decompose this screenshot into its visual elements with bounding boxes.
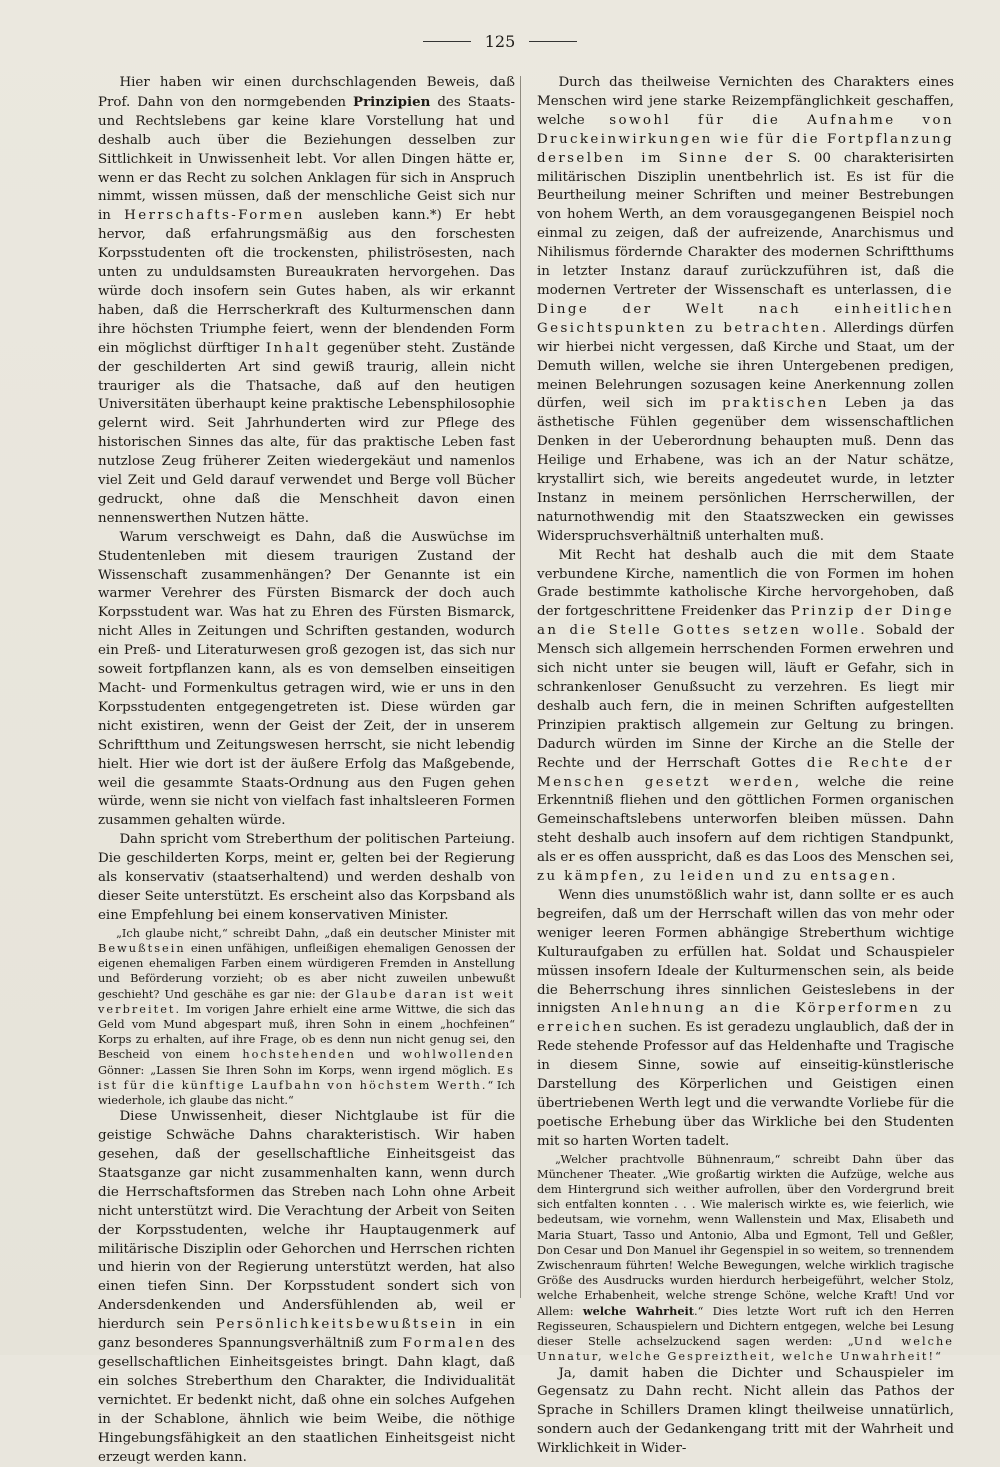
- text-run: S. 00 charakterisirten militärischen Disziplin unentbehrlich ist. Es ist für die Beurtheilung meiner Schriften und meiner Bestrebungen von hohem Werth, an dem vorausgegangenen Beispiel noch einmal zu zeigen, daß der aufreizende, Anarchismus und Nihilismus fördernde Charakter des modernen Schriftthums in letzter Instanz darauf zurückzuführen ist, daß die modernen Vertreter der Wissenschaft es unterlassen,: [537, 150, 954, 298]
- paragraph: [98, 831, 515, 926]
- text-run: einen unfähigen, unfleißigen ehemaligen Genossen der eigenen ehemaligen Farben einem würdigeren Fremden in Anstellung und Beförderung vorzieht; ob es aber nicht zuweilen unbewußt geschieht? Und geschähe es gar nie: der: [98, 941, 515, 1001]
- text-run: Hier haben wir einen durchschlagenden Beweis, daß Prof. Dahn von den normgebenden: [98, 75, 515, 110]
- text-run: des gesellschaftlichen Einheitsgeistes bringt. Dahn klagt, daß ein solches Streberthum den Charakter, die Individualität vernichtet. Er bedenkt nicht, daß ohne ein solches Aufgehen in der Schablone, ähnlich wie beim Weibe, die nöthige Hingebungsfähigkeit an den staatlichen Einheitsgeist nicht erzeugt werden kann.: [98, 1336, 515, 1465]
- spaced-emphasis-text: Bewußtsein: [98, 941, 186, 955]
- text-run: Diese Unwissenheit, dieser Nichtglaube ist für die geistige Schwäche Dahns charakteristisch. Wir haben gesehen, daß der gesellschaftliche Einheitsgeist das Staatsganze gar nicht zusammenhalten kann, wenn durch die Herrschaftsformen das Streben nach Lohn ohne Arbeit nicht unterstützt wird. Die Verachtung der Arbeit von Seiten der Korpsstudenten, welche ihr Hauptaugenmerk auf militärische Disziplin oder Gehorchen und Herrschen richten und hierin von der Regierung unterstützt werden, hat also einen tiefen Sinn. Der Korpsstudent sondert sich von Andersdenkenden und Andersfühlenden ab, weil er hierdurch sein: [98, 1109, 515, 1333]
- spaced-emphasis-text: Prinzip der Dinge an die Stelle Gottes setzen wolle.: [537, 604, 955, 639]
- spaced-emphasis-text: Und welche Unnatur, welche Gespreiztheit, welche Unwahrheit!: [537, 1335, 954, 1364]
- header-rule-left: [423, 41, 471, 42]
- text-run: „Ich glaube nicht,“ schreibt Dahn, „daß ein deutscher Minister mit: [116, 926, 515, 940]
- spaced-emphasis-text: sowohl für die Aufnahme von Druckeinwirkungen wie für die Fortpflanzung derselben im Sinne der: [537, 112, 954, 166]
- text-run: Mit Recht hat deshalb auch die mit dem Staate verbundene Kirche, namentlich die von Formen im hohen Grade bestimmte katholische Kirche hervorgehoben, daß der fortgeschrittene Freidenker das: [537, 547, 954, 620]
- header-rule-right: [529, 41, 577, 42]
- spaced-emphasis-text: die Rechte der Menschen gesetzt werden,: [537, 755, 954, 790]
- text-run: “ Ich wiederhole, ich glaube das nicht.“: [98, 1078, 515, 1108]
- spaced-emphasis-text: die Dinge der Welt nach einheitlichen Gesichtspunkten zu betrachten.: [537, 282, 954, 336]
- text-run: Allerdings dürfen wir hierbei nicht vergessen, daß Kirche und Staat, um der Demuth willen, welche sie ihren Untergebenen predigen, meinen Belehrungen sozusagen keine Anerkennung zollen dürfen, weil sich im: [537, 320, 954, 412]
- paragraph: [537, 74, 954, 547]
- text-run: Wenn dies unumstößlich wahr ist, dann sollte er es auch begreifen, daß um der Herrschaft willen das von mehr oder weniger leeren Formen abhängige Streberthum wichtige Kulturaufgaben zu erfüllen hat. Soldat und Schauspieler müssen insofern Ideale der Kulturmenschen sein, als beide die Beherrschung ihres sinnlichen Geisteslebens in der innigsten: [537, 887, 954, 1017]
- text-run: Gönner: „Lassen Sie Ihren Sohn im Korps, wenn irgend möglich.: [98, 1063, 497, 1077]
- text-run: in ein ganz besonderes Spannungsverhältniß zum: [98, 1317, 515, 1352]
- text-run: Durch das theilweise Vernichten des Charakters eines Menschen wird jene starke Reizempfänglichkeit geschaffen, welche: [537, 75, 954, 128]
- paragraph: [537, 1365, 954, 1460]
- text-run: Sobald der Mensch sich allgemein herrschenden Formen erwehren und sich nicht unter sie beugen will, läuft er Gefahr, sich in schrankenloser Genußsucht zu verzehren. Es liegt mir deshalb auch fern, die in meinen Schriften aufgestellten Prinzipien praktisch allgemein zur Geltung zu bringen. Dadurch würden im Sinne der Kirche an die Stelle der Rechte und der Herrschaft Gottes: [537, 623, 954, 771]
- spaced-emphasis-text: praktischen: [722, 396, 829, 412]
- paragraph: [537, 547, 954, 887]
- page-number: 125: [484, 32, 516, 51]
- text-run: „Welcher prachtvolle Bühnenraum,“ schreibt Dahn über das Münchener Theater. „Wie großartig wirkten die Aufzüge, welche aus dem Hintergrund sich weither aufrollen, über den Vordergrund breit sich entfalten konnten . . . Wie malerisch wirkte es, wie feierlich, wie bedeutsam, wie vornehm, wenn Wallenstein und Max, Elisabeth und Maria Stuart, Tasso und Antonio, Alba und Egmont, Tell und Geßler, Don Cesar und Don Manuel ihr Gegenspiel in so weitem, so trennendem Zwischenraum führten! Welche Bewegungen, welche wirklich tragische Größe des Ausdrucks wurden hierdurch herbeigeführt, welcher Stolz, welche Erhabenheit, welche strenge Schöne, welche Kraft! Und vor Allem:: [537, 1152, 954, 1318]
- spaced-emphasis-text: Persönlichkeitsbewußtsein: [215, 1317, 459, 1333]
- text-run: Leben ja das ästhetische Fühlen gegenüber dem wissenschaftlichen Denken in der Ueberordnung behaupten muß. Denn das Heilige und Erhabene, was ich an der Natur schätze, krystallirt sich, wie bereits angedeutet wurde, in letzter Instanz in meinem persönlichen Herrscherwillen, der naturnothwendig mit den Staatszwecken ein gewisses Widerspruchsverhältniß unterhalten muß.: [537, 396, 954, 544]
- text-run: Im vorigen Jahre erhielt eine arme Wittwe, die sich das Geld vom Mund abgespart muß, ihren Sohn in einem „hochfeinen“ Korps zu erhalten, auf ihre Frage, ob es denn nun nicht genug sei, den Bescheid von einem: [98, 1002, 515, 1062]
- text-run: des Staats- und Rechtslebens gar keine klare Vorstellung hat und deshalb auch über die Beziehungen desselben zur Sittlichkeit in Unwissenheit lebt. Vor allen Dingen hätte er, wenn er das Recht zu solchen Anklagen für sich in Anspruch nimmt, wissen müssen, daß der menschliche Geist sich nur in: [98, 94, 515, 224]
- paragraph: [98, 529, 515, 832]
- left-column: [98, 74, 515, 1467]
- text-run: Ja, damit haben die Dichter und Schauspieler im Gegensatz zu Dahn recht. Nicht allein das Pathos der Sprache in Schillers Dramen klingt theilweise unnatürlich, sondern auch der Gedankengang tritt mit der Wahrheit und Wirklichkeit in Wider-: [537, 1365, 954, 1457]
- spaced-emphasis-text: wohlwollenden: [402, 1048, 515, 1062]
- spaced-emphasis-text: Anlehnung an die Körperformen zu erreichen: [537, 1001, 955, 1036]
- paragraph: [98, 74, 515, 529]
- right-column: [537, 74, 954, 1459]
- spaced-emphasis-text: zu kämpfen, zu leiden und zu entsagen.: [537, 869, 898, 885]
- spaced-emphasis-text: Herrschafts-Formen: [124, 208, 305, 224]
- page-header: [0, 32, 1000, 51]
- text-run: “: [935, 1350, 941, 1364]
- column-divider: [520, 76, 521, 1298]
- bold-text: Prinzipien: [353, 93, 431, 110]
- text-run: .“ Dies letzte Wort ruft ich den Herren Regisseuren, Schauspielern und Dichtern entgegen, welche bei Lesung dieser Stelle achselzuckend sagen werden: „: [537, 1304, 954, 1349]
- paragraph: [98, 1108, 515, 1467]
- text-run: gegenüber steht. Zustände der geschilderten Art sind gewiß traurig, allein nicht trauriger als die Thatsache, daß auf den heutigen Universitäten überhaupt keine praktische Lebensphilosophie gelernt wird. Seit Jahrhunderten wird zur Pflege des historischen Sinnes das alte, für das praktische Leben fast nutzlose Zeug früherer Zeiten wiedergekäut und namenlos viel Zeit und Geld darauf verwendet und Berge voll Bücher gedruckt, ohne daß die Menschheit davon einen nennenswerthen Nutzen hätte.: [98, 340, 515, 526]
- spaced-emphasis-text: Inhalt: [265, 340, 321, 356]
- spaced-emphasis-text: Es ist für die künftige Laufbahn von höchstem Werth.: [98, 1063, 515, 1092]
- paragraph: [537, 887, 954, 1152]
- text-run: Warum verschweigt es Dahn, daß die Auswüchse im Studentenleben mit diesem traurigen Zustand der Wissenschaft zusammenhängen? Der Genannte ist ein warmer Verehrer des Fürsten Bismarck der doch auch Korpsstudent war. Was hat zu Ehren des Fürsten Bismarck, nicht Alles in Zeitungen und Schriften gestanden, wodurch ein Preß- und Literaturwesen groß gezogen ist, das sich nur soweit fortpflanzen kann, als es von demselben einseitigen Macht- und Formenkultus getragen wird, wie er uns in den Korpsstudenten entgegengetreten ist. Diese würden gar nicht existiren, wenn der Geist der Zeit, der in unserem Schriftthum und Zeitungswesen herrscht, sie nicht lebendig hielt. Hier wie dort ist der äußere Erfolg das Maßgebende, weil die gesammte Staats-Ordnung aus den Fugen gehen würde, wenn sie nicht von vielfach fast inhaltsleeren Formen zusammen gehalten würde.: [98, 529, 515, 829]
- spaced-emphasis-text: Glaube daran ist weit verbreitet.: [98, 987, 515, 1016]
- spaced-emphasis-text: Formalen: [402, 1336, 487, 1352]
- text-run: ausleben kann.*) Er hebt hervor, daß erfahrungsmäßig aus den forschesten Korpsstudenten oft die trockensten, philiströsesten, nach unten zu unduldsamsten Bureaukraten hervorgehen. Das würde doch insofern sein Gutes haben, als wir erkannt haben, daß die Herrscherkraft des Kulturmenschen dann ihre höchsten Triumphe feiert, wenn der blendenden Form ein möglichst dürftiger: [98, 208, 515, 356]
- bold-text: welche Wahrheit: [582, 1303, 695, 1318]
- quoted-paragraph: [537, 1152, 954, 1365]
- text-run: welche die reine Erkenntniß fliehen und den göttlichen Formen organischen Gemeinschaftslebens unterworfen bleiben müssen. Dahn steht deshalb auch insofern auf dem richtigen Standpunkt, als er es offen ausspricht, daß es das Loos des Menschen sei,: [537, 774, 954, 866]
- text-run: suchen. Es ist geradezu unglaublich, daß der in Rede stehende Professor auf das Heldenhafte und Tragische in diesem Sinne, sowie auf einseitig-künstlerische Darstellung des Körperlichen und Geistigen einen übertriebenen Werth legt und die verwandte Vorliebe für die poetische Erhebung über das Wirkliche bei den Studenten mit so harten Worten tadelt.: [537, 1020, 954, 1149]
- text-run: und: [355, 1048, 403, 1062]
- quoted-paragraph: [98, 926, 515, 1108]
- spaced-emphasis-text: hochstehenden: [242, 1048, 356, 1062]
- text-run: Dahn spricht vom Streberthum der politischen Parteiung. Die geschilderten Korps, meint er, gelten bei der Regierung als konservativ (staatserhaltend) und werden deshalb von dieser Seite unterstützt. Es erscheint also das Korpsband als eine Empfehlung bei einem konservativen Minister.: [98, 832, 515, 923]
